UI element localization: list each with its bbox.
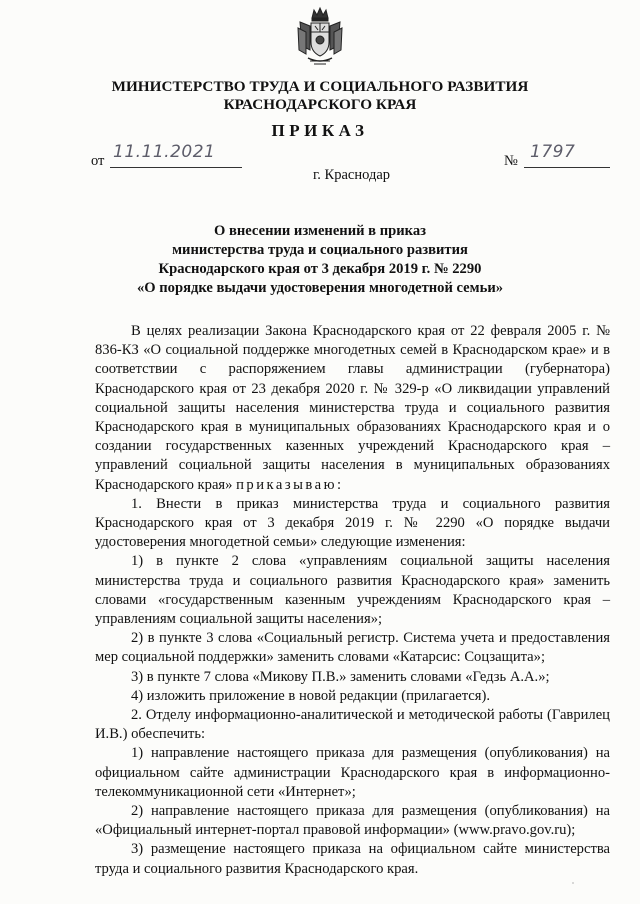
- paragraph-item-1-4: 4) изложить приложение в новой редакции (прилагается).: [131, 687, 490, 704]
- order-body: [95, 322, 610, 879]
- paragraph-item-2-1: 1) направление настоящего приказа для размещения (опубликования) на официальном сайте администрации Краснодарского края в информационно-телекоммуникационной сети «Интернет»;: [95, 745, 610, 800]
- paragraph-item-2: 2. Отделу информационно-аналитической и методической работы (Гаврилец И.В.) обеспечить:: [95, 707, 610, 743]
- paragraph-item-1-2: 2) в пункте 3 слова «Социальный регистр. Система учета и предоставления мер социальной поддержки» заменить словами «Катарсис: Соцзащита»;: [95, 630, 610, 666]
- paragraph-item-1-3: 3) в пункте 7 слова «Микову П.В.» заменить словами «Гедзь А.А.»;: [131, 668, 550, 685]
- subject-line1: О внесении изменений в приказ: [213, 223, 426, 239]
- paragraph-item-2-2: 2) направление настоящего приказа для размещения (опубликования) на «Официальный интернет-портал правовой информации» (www.pravo.gov.ru);: [95, 803, 610, 839]
- subject-line4: «О порядке выдачи удостоверения многодетной семьи»: [136, 280, 504, 296]
- scan-speck: [572, 882, 574, 884]
- paragraph-item-1-1: 1) в пункте 2 слова «управлениям социальной защиты населения министерства труда и социального развития Краснодарского края» заменить словами «государственным казенным учреждениям Краснодарского края – управлениям социальной защиты населения»;: [95, 553, 610, 628]
- paragraph-item-2-3: 3) размещение настоящего приказа на официальном сайте министерства труда и социального развития Краснодарского края.: [95, 841, 610, 877]
- date-prefix: от: [91, 153, 105, 169]
- city-label: г. Краснодар: [313, 167, 391, 183]
- preamble-text: В целях реализации Закона Краснодарского края от 22 февраля 2005 г. № 836-КЗ «О социальной поддержке многодетных семей в Краснодарском крае» и в соответствии с распоряжением главы администрации (губернатора) Краснодарского края от 23 декабря 2020 г. № 329-р «О ликвидации управлений социальной защиты населения министерства труда и социального развития Краснодарского края в муниципальных образованиях Краснодарского края и о создании государственных казенных учреждений Краснодарского края – управлений социальной защиты населения в муниципальных образованиях Краснодарского края»: [95, 323, 610, 493]
- number-underline: [524, 167, 610, 168]
- subject-line3: Краснодарского края от 3 декабря 2019 г. № 2290: [158, 261, 482, 277]
- order-keyword: приказываю:: [236, 476, 344, 493]
- ministry-name-line2: КРАСНОДАРСКОГО КРАЯ: [223, 96, 417, 113]
- order-title: ПРИКАЗ: [271, 121, 369, 140]
- handwritten-date: 11.11.2021: [113, 142, 216, 162]
- date-underline: [110, 167, 242, 168]
- paragraph-item-1: 1. Внести в приказ министерства труда и социального развития Краснодарского края от 3 декабря 2019 г. № 2290 «О порядке выдачи удостоверения многодетной семьи» следующие изменения:: [95, 495, 610, 551]
- krasnodar-coat-of-arms-icon: [296, 4, 344, 70]
- subject-line2: министерства труда и социального развития: [172, 242, 468, 258]
- ministry-name-line1: МИНИСТЕРСТВО ТРУДА И СОЦИАЛЬНОГО РАЗВИТИЯ: [111, 78, 529, 95]
- handwritten-number: 1797: [530, 142, 576, 162]
- preamble-paragraph: [95, 322, 610, 495]
- number-prefix: №: [504, 153, 518, 169]
